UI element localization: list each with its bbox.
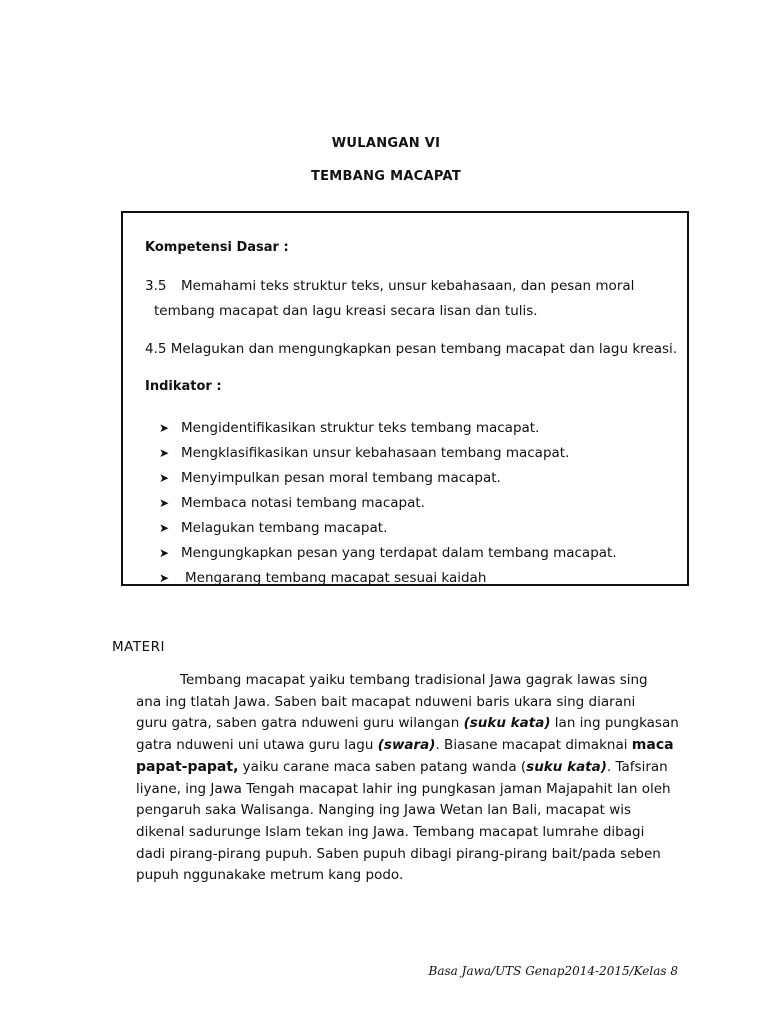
lesson-title: WULANGAN VI: [331, 136, 441, 151]
indicator-text: Melagukan tembang macapat.: [181, 519, 388, 536]
emphasis-term: suku kata): [526, 758, 607, 775]
materi-heading: MATERI: [112, 639, 165, 655]
arrow-bullet-icon: ➤: [159, 520, 170, 535]
paragraph-line: [136, 757, 696, 779]
page-footer: Basa Jawa/UTS Genap2014-2015/Kelas 8: [428, 964, 678, 978]
paragraph-line: dadi pirang-pirang pupuh. Saben pupuh dibagi pirang-pirang bait/pada seben: [136, 845, 661, 862]
indicator-list: [159, 415, 617, 590]
emphasis-term: (swara): [377, 737, 436, 754]
arrow-bullet-icon: ➤: [159, 495, 170, 510]
paragraph-line: [136, 713, 696, 735]
kd-item-text: Memahami teks struktur teks, unsur kebahasaan, dan pesan moral: [181, 278, 635, 294]
text-span: . Tafsiran: [606, 758, 668, 775]
list-item: [159, 415, 617, 440]
indicator-text: Membaca notasi tembang macapat.: [181, 494, 425, 511]
list-item: [159, 490, 617, 515]
indicator-text: Mengarang tembang macapat sesuai kaidah: [185, 569, 487, 586]
paragraph-line: dikenal sadurunge Islam tekan ing Jawa. Tembang macapat lumrahe dibagi: [136, 823, 645, 840]
text-span: yaiku carane maca saben patang wanda (: [238, 758, 527, 775]
arrow-bullet-icon: ➤: [159, 470, 170, 485]
kd-item-3-5: [145, 278, 634, 294]
text-span: . Biasane macapat dimaknai: [435, 737, 632, 754]
list-item: [159, 540, 617, 565]
indicator-heading: Indikator :: [145, 379, 222, 394]
list-item: [159, 465, 617, 490]
indicator-text: Menyimpulkan pesan moral tembang macapat.: [181, 469, 501, 486]
kd-item-3-5-continuation: tembang macapat dan lagu kreasi secara lisan dan tulis.: [154, 303, 538, 319]
competency-box: [121, 211, 689, 586]
indicator-text: Mengungkapkan pesan yang terdapat dalam tembang macapat.: [181, 544, 617, 561]
materi-paragraph: [136, 670, 696, 887]
text-span: lan ing pungkasan: [550, 715, 679, 732]
text-span: guru gatra, saben gatra nduweni guru wilangan: [136, 715, 464, 732]
kd-item-4-5: 4.5 Melagukan dan mengungkapkan pesan tembang macapat dan lagu kreasi.: [145, 341, 678, 357]
paragraph-line: Tembang macapat yaiku tembang tradisional Jawa gagrak lawas sing: [180, 672, 648, 688]
emphasis-term: (suku kata): [463, 715, 551, 732]
paragraph-line: [136, 735, 696, 757]
kd-item-number: 3.5: [145, 278, 167, 294]
bold-term: maca: [631, 737, 674, 754]
list-item: [159, 515, 617, 540]
list-item: [159, 565, 617, 590]
lesson-subtitle: TEMBANG MACAPAT: [310, 169, 462, 184]
paragraph-line: ana ing tlatah Jawa. Saben bait macapat nduweni baris ukara sing diarani: [136, 693, 636, 710]
kd-heading: Kompetensi Dasar :: [145, 240, 289, 255]
arrow-bullet-icon: ➤: [159, 445, 170, 460]
bold-term: papat-papat,: [136, 758, 239, 775]
indicator-text: Mengklasifikasikan unsur kebahasaan tembang macapat.: [181, 444, 570, 461]
list-item: [159, 440, 617, 465]
paragraph-line: pengaruh saka Walisanga. Nanging ing Jawa Wetan lan Bali, macapat wis: [136, 802, 632, 819]
text-span: gatra nduweni uni utawa guru lagu: [136, 737, 378, 754]
paragraph-line: liyane, ing Jawa Tengah macapat lahir ing pungkasan jaman Majapahit lan oleh: [136, 780, 671, 797]
indicator-text: Mengidentifikasikan struktur teks tembang macapat.: [181, 419, 540, 436]
arrow-bullet-icon: ➤: [159, 545, 170, 560]
arrow-bullet-icon: ➤: [159, 570, 170, 585]
paragraph-line: pupuh nggunakake metrum kang podo.: [136, 867, 404, 884]
arrow-bullet-icon: ➤: [159, 420, 170, 435]
